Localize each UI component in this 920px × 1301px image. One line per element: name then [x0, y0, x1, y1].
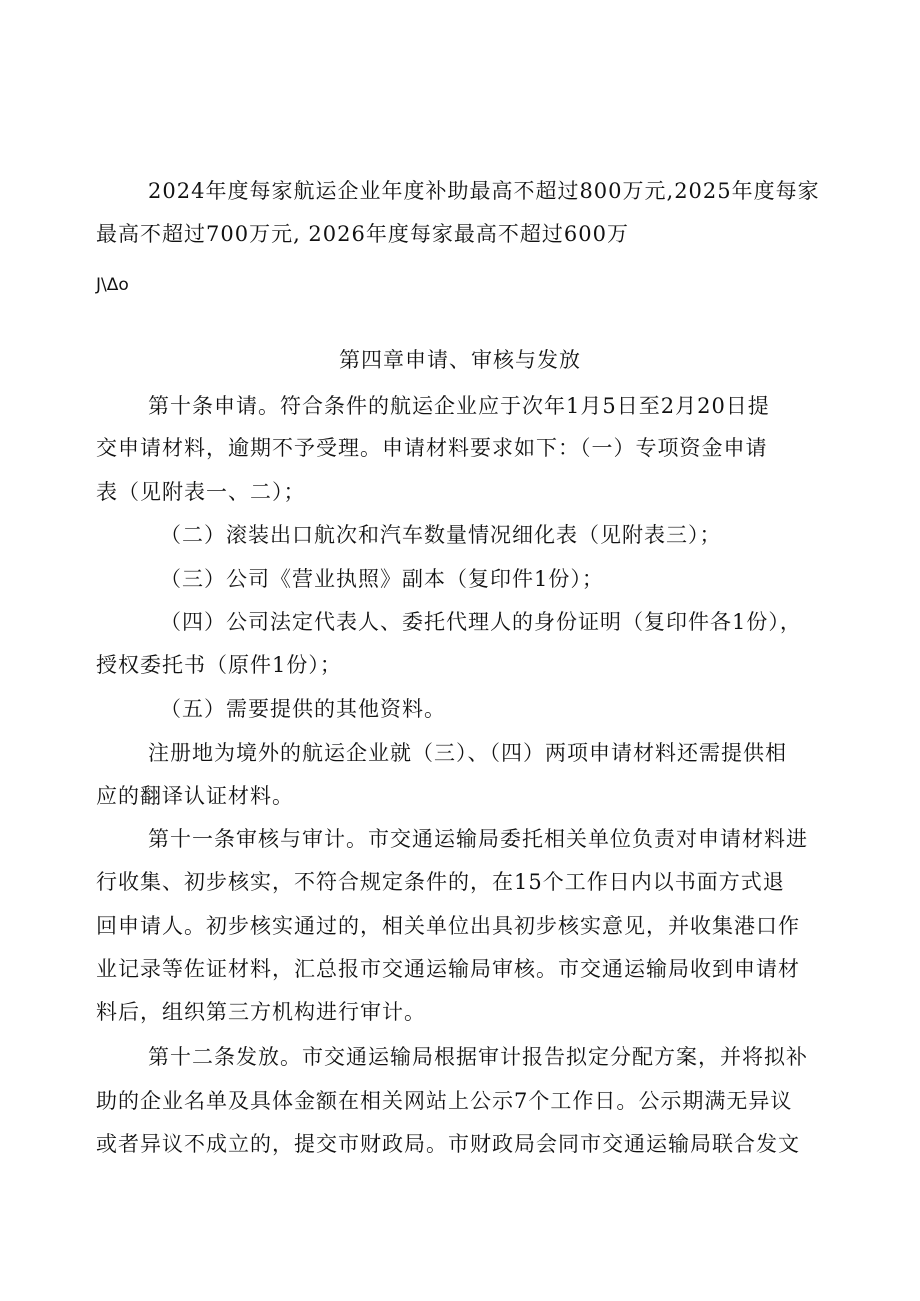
article-11-line-4: 业记录等佐证材料，汇总报市交通运输局审核。市交通运输局收到申请材 — [96, 957, 800, 981]
article-12-line-3: 或者异议不成立的，提交市财政局。市财政局会同市交通运输局联合发文 — [96, 1132, 800, 1156]
article-11-line-3: 回申请人。初步核实通过的，相关单位出具初步核实意见，并收集港口作 — [96, 914, 800, 938]
article-10-note-line-1: 注册地为境外的航运企业就（三）、（四）两项申请材料还需提供相 — [148, 741, 787, 765]
article-11-line-5: 料后，组织第三方机构进行审计。 — [96, 1000, 426, 1024]
article-11-line-2: 行收集、初步核实，不符合规定条件的，在15个工作日内以书面方式退 — [96, 870, 785, 894]
article-12-line-2: 助的企业名单及具体金额在相关网站上公示7个工作日。公示期满无异议 — [96, 1089, 793, 1113]
article-10-line-1: 第十条申请。符合条件的航运企业应于次年1月5日至2月20日提 — [148, 394, 770, 418]
article-10-item-4-cont: 授权委托书（原件1份）； — [96, 653, 342, 677]
article-10-line-3: 表（见附表一、二）； — [96, 480, 306, 504]
article-10-item-3: （三）公司《营业执照》副本（复印件1份）； — [160, 567, 604, 591]
chapter-heading: 第四章申请、审核与发放 — [339, 348, 581, 372]
article-10-note-line-2: 应的翻译认证材料。 — [96, 784, 294, 808]
article-10-item-4: （四）公司法定代表人、委托代理人的身份证明（复印件各1份）， — [160, 610, 802, 634]
article-12-line-1: 第十二条发放。市交通运输局根据审计报告拟定分配方案，并将拟补 — [148, 1045, 808, 1069]
subsidy-line-2: 最高不超过700万元, 2026年度每家最高不超过600万 — [96, 222, 629, 246]
subsidy-line-3-garbled: J\Δo — [96, 275, 129, 295]
article-11-line-1: 第十一条审核与审计。市交通运输局委托相关单位负责对申请材料进 — [148, 827, 808, 851]
subsidy-line-1: 2024年度每家航运企业年度补助最高不超过800万元,2025年度每家 — [148, 179, 820, 203]
article-10-item-5: （五）需要提供的其他资料。 — [160, 697, 446, 721]
article-10-item-2: （二）滚装出口航次和汽车数量情况细化表（见附表三）； — [160, 523, 722, 547]
article-10-line-2: 交申请材料，逾期不予受理。申请材料要求如下：（一）专项资金申请 — [96, 436, 768, 460]
